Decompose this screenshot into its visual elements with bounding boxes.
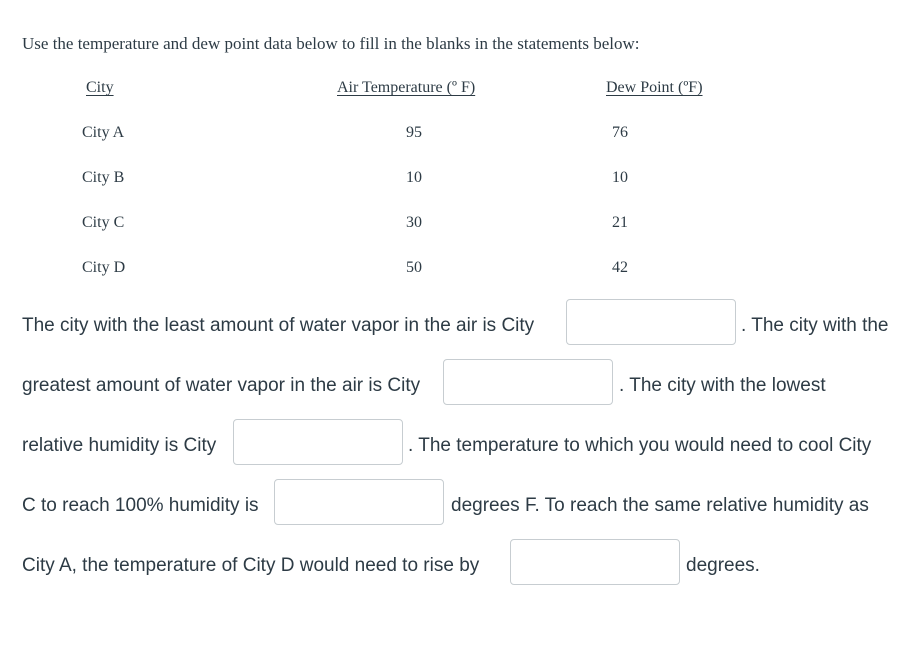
answer-blank-3[interactable] <box>233 419 403 465</box>
statement-4-continuation: degrees F. To reach the same relative humidity as <box>451 495 869 516</box>
answer-blank-4[interactable] <box>274 479 444 525</box>
row-city-c-dew-point: 21 <box>612 214 628 231</box>
row-city-b-air-temp: 10 <box>406 169 422 186</box>
row-city-c-air-temp: 30 <box>406 214 422 231</box>
row-city-d-dew-point: 42 <box>612 259 628 276</box>
statement-5-continuation: degrees. <box>686 555 760 576</box>
row-city-d-city: City D <box>82 259 126 276</box>
header-dew-point: Dew Point (ºF) <box>606 79 703 96</box>
answer-blank-5[interactable] <box>510 539 680 585</box>
statement-1-continuation: . The city with the <box>741 315 889 336</box>
row-city-b-city: City B <box>82 169 125 186</box>
row-city-c-city: City C <box>82 214 125 231</box>
statement-3-continuation: . The temperature to which you would need to cool City <box>408 435 872 456</box>
row-city-a-city: City A <box>82 124 125 141</box>
header-city: City <box>86 79 114 96</box>
header-air-temperature: Air Temperature (º F) <box>337 79 476 96</box>
statement-4-text: C to reach 100% humidity is <box>22 495 259 516</box>
row-city-d-air-temp: 50 <box>406 259 422 276</box>
answer-blank-2[interactable] <box>443 359 613 405</box>
row-city-a-dew-point: 76 <box>612 124 628 141</box>
statement-2-continuation: . The city with the lowest <box>619 375 826 396</box>
row-city-a-air-temp: 95 <box>406 124 422 141</box>
statement-1-text: The city with the least amount of water vapor in the air is City <box>22 315 535 336</box>
statement-5-text: City A, the temperature of City D would need to rise by <box>22 555 480 576</box>
statement-2-text: greatest amount of water vapor in the air is City <box>22 375 421 396</box>
answer-blank-1[interactable] <box>566 299 736 345</box>
instructions-text: Use the temperature and dew point data below to fill in the blanks in the statements below: <box>22 34 640 53</box>
row-city-b-dew-point: 10 <box>612 169 628 186</box>
statement-3-text: relative humidity is City <box>22 435 217 456</box>
